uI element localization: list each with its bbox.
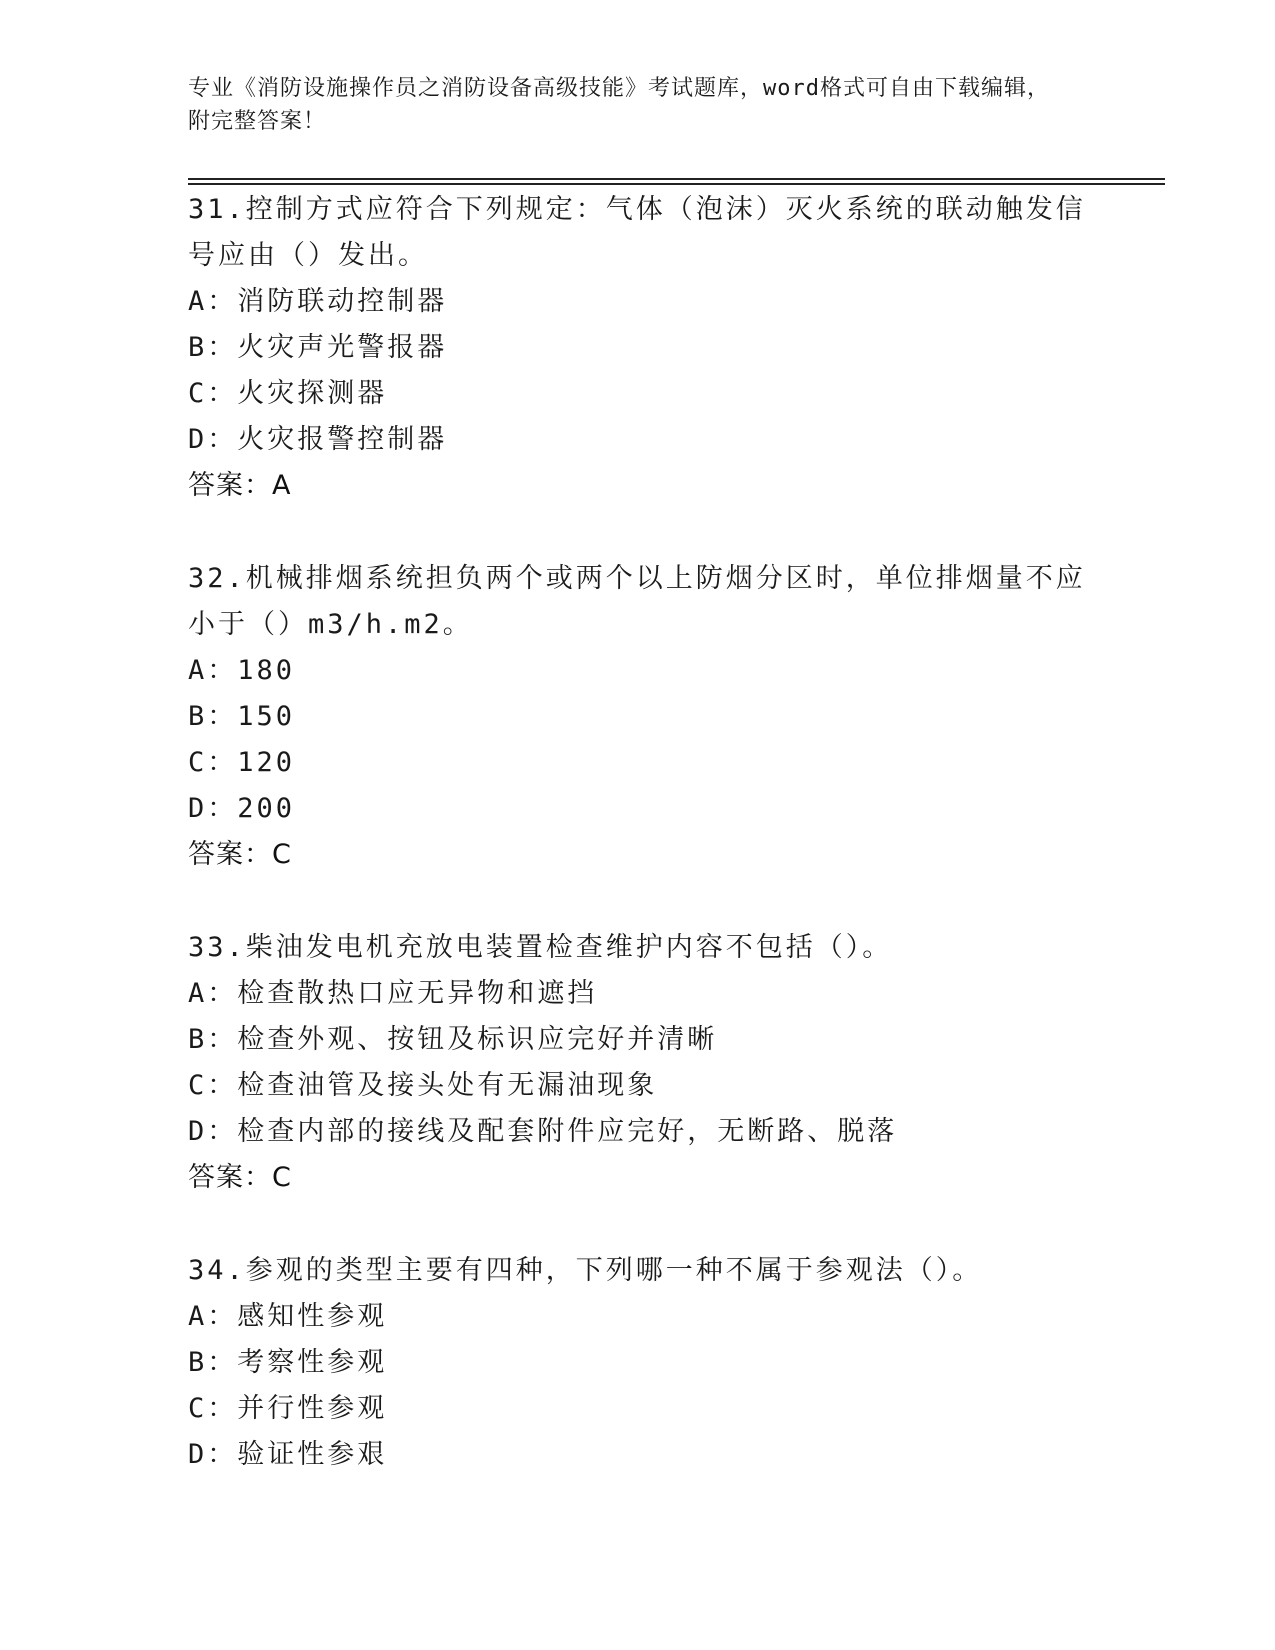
- header-divider-bottom: [188, 183, 1165, 185]
- option-d: D：200: [188, 793, 296, 824]
- answer-line: 答案：A: [188, 470, 292, 501]
- option-a: A：检查散热口应无异物和遮挡: [188, 978, 598, 1009]
- option-d: D：火灾报警控制器: [188, 424, 448, 455]
- option-a: A：感知性参观: [188, 1301, 388, 1332]
- question-text: 34.参观的类型主要有四种，下列哪一种不属于参观法（）。: [188, 1255, 983, 1286]
- question-list: [188, 187, 1088, 1525]
- option-d: D：检查内部的接线及配套附件应完好，无断路、脱落: [188, 1116, 898, 1147]
- question-32: [188, 556, 1088, 878]
- option-c: C：120: [188, 747, 296, 778]
- question-text: 31.控制方式应符合下列规定：气体（泡沫）灭火系统的联动触发信号应由（）发出。: [188, 194, 1086, 271]
- question-text: 32.机械排烟系统担负两个或两个以上防烟分区时，单位排烟量不应小于（）m3/h.m2。: [188, 563, 1086, 640]
- document-header: 专业《消防设施操作员之消防设备高级技能》考试题库，word格式可自由下载编辑，附完整答案！: [188, 76, 1050, 134]
- option-b: B：检查外观、按钮及标识应完好并清晰: [188, 1024, 718, 1055]
- option-c: C：火灾探测器: [188, 378, 388, 409]
- question-31: [188, 187, 1088, 509]
- option-c: C：检查油管及接头处有无漏油现象: [188, 1070, 658, 1101]
- option-b: B：火灾声光警报器: [188, 332, 448, 363]
- question-text: 33.柴油发电机充放电装置检查维护内容不包括（）。: [188, 932, 893, 963]
- option-c: C：并行性参观: [188, 1393, 388, 1424]
- header-divider-top: [188, 178, 1165, 180]
- question-34: [188, 1248, 1088, 1478]
- option-b: B：考察性参观: [188, 1347, 388, 1378]
- answer-line: 答案：C: [188, 1162, 292, 1193]
- option-a: A：消防联动控制器: [188, 286, 448, 317]
- question-33: [188, 925, 1088, 1201]
- option-d: D：验证性参艰: [188, 1439, 388, 1470]
- option-b: B：150: [188, 701, 296, 732]
- option-a: A：180: [188, 655, 296, 686]
- answer-line: 答案：C: [188, 839, 292, 870]
